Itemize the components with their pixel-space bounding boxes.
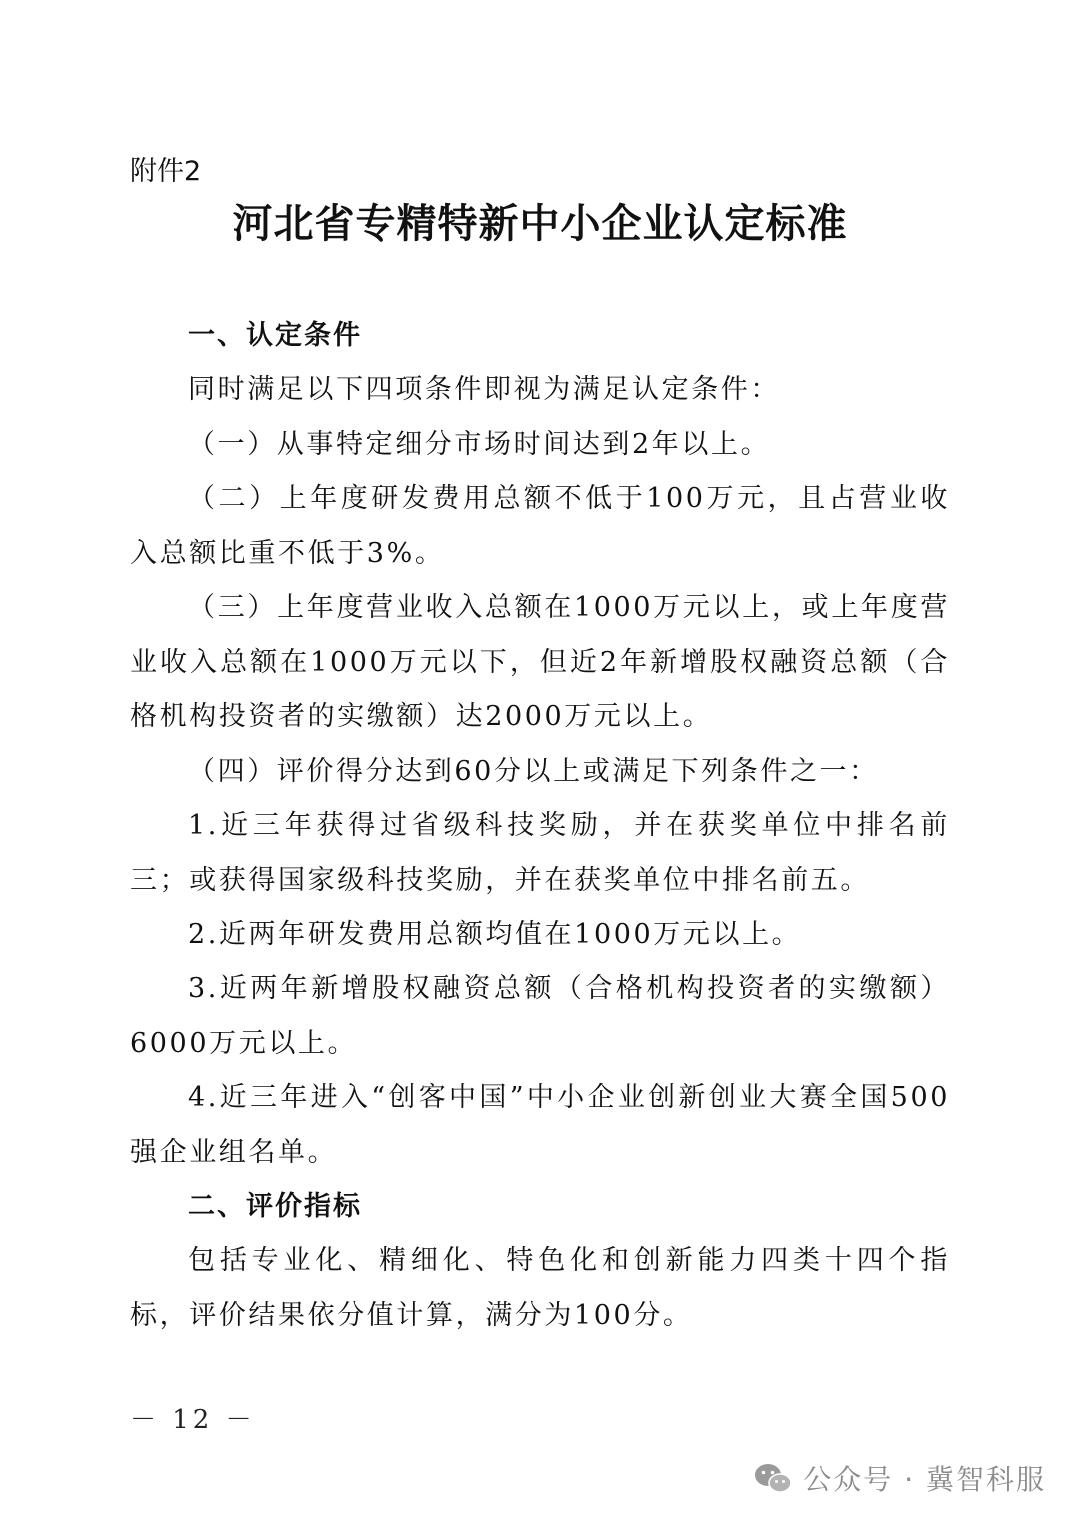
criterion-4: （四）评价得分达到60分以上或满足下列条件之一： <box>188 756 879 787</box>
criterion-4-item-4: 4.近三年进入“创客中国”中小企业创新创业大赛全国500强企业组名单。 <box>130 1082 950 1168</box>
page-number: － 12 － <box>130 1405 256 1435</box>
document-title: 河北省专精特新中小企业认定标准 <box>232 200 848 247</box>
criterion-1: （一）从事特定细分市场时间达到2年以上。 <box>188 429 771 460</box>
indicators-body: 包括专业化、精细化、特色化和创新能力四类十四个指标，评价结果依分值计算，满分为100分。 <box>130 1245 950 1331</box>
criteria-intro: 同时满足以下四项条件即视为满足认定条件： <box>188 374 780 405</box>
section-heading-criteria: 一、认定条件 <box>188 320 362 351</box>
watermark-text: 公众号 · 冀智科服 <box>803 1463 1046 1496</box>
criterion-4-item-2: 2.近两年研发费用总额均值在1000万元以上。 <box>188 919 802 950</box>
watermark <box>753 1458 1046 1498</box>
criterion-3: （三）上年度营业收入总额在1000万元以上，或上年度营业收入总额在1000万元以下，但近2年新增股权融资总额（合格机构投资者的实缴额）达2000万元以上。 <box>130 592 950 732</box>
attachment-label: 附件2 <box>130 156 202 187</box>
criterion-4-item-1: 1.近三年获得过省级科技奖励，并在获奖单位中排名前三；或获得国家级科技奖励，并在获奖单位中排名前五。 <box>130 810 950 896</box>
criterion-2: （二）上年度研发费用总额不低于100万元，且占营业收入总额比重不低于3%。 <box>130 483 950 569</box>
section-heading-indicators: 二、评价指标 <box>188 1191 362 1222</box>
wechat-icon <box>753 1461 793 1495</box>
criterion-4-item-3: 3.近两年新增股权融资总额（合格机构投资者的实缴额）6000万元以上。 <box>130 973 950 1059</box>
